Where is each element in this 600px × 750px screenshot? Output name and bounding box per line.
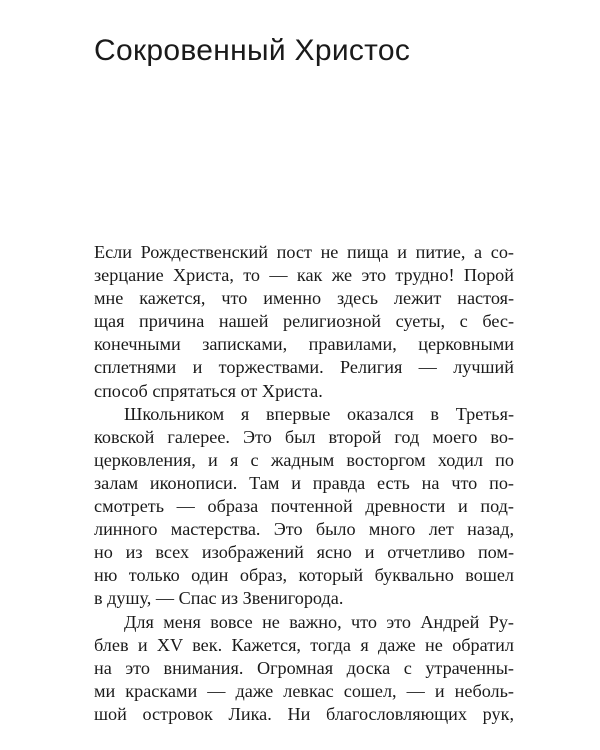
text-line: сплетнями и торжествами. Религия — лучший — [94, 357, 514, 378]
text-line: смотреть — образа почтенной древности и под- — [94, 496, 514, 517]
text-line: шой островок Лика. Ни благословляющих рук, — [94, 703, 514, 724]
chapter-body — [94, 241, 514, 726]
text-line: Школьником я впервые оказался в Третья- — [124, 403, 514, 424]
text-line: Для меня вовсе не важно, что это Андрей Ру- — [124, 611, 514, 632]
text-line: щая причина нашей религиозной суеты, с бес- — [94, 311, 514, 332]
text-line: Если Рождественский пост не пища и питие, а со- — [94, 242, 514, 262]
text-line: ню только один образ, который буквально вошел — [94, 565, 514, 586]
text-line: в душу, — Спас из Звенигорода. — [94, 588, 344, 609]
text-line: церковления, и я с жадным восторгом ходил по — [94, 449, 514, 470]
text-line: конечными записками, правилами, церковными — [94, 334, 514, 355]
text-line: но из всех изображений ясно и отчетливо пом- — [94, 542, 514, 563]
text-line: линного мастерства. Это было много лет назад, — [94, 519, 514, 540]
text-line: ми красками — даже левкас сошел, — и неболь- — [94, 680, 514, 701]
text-line: блев и XV век. Кажется, тогда я даже не обратил — [94, 634, 514, 655]
chapter-title: Сокровенный Христос — [94, 34, 411, 67]
text-line: на это внимания. Огромная доска с утраченны- — [94, 657, 514, 678]
text-line: зерцание Христа, то — как же это трудно! Порой — [94, 265, 514, 286]
text-line: залам иконописи. Там и правда есть на что по- — [94, 472, 514, 493]
text-line: ковской галерее. Это был второй год моего во- — [94, 426, 514, 447]
text-line: мне кажется, что именно здесь лежит настоя- — [94, 288, 514, 309]
text-line: способ спрятаться от Христа. — [94, 380, 323, 401]
